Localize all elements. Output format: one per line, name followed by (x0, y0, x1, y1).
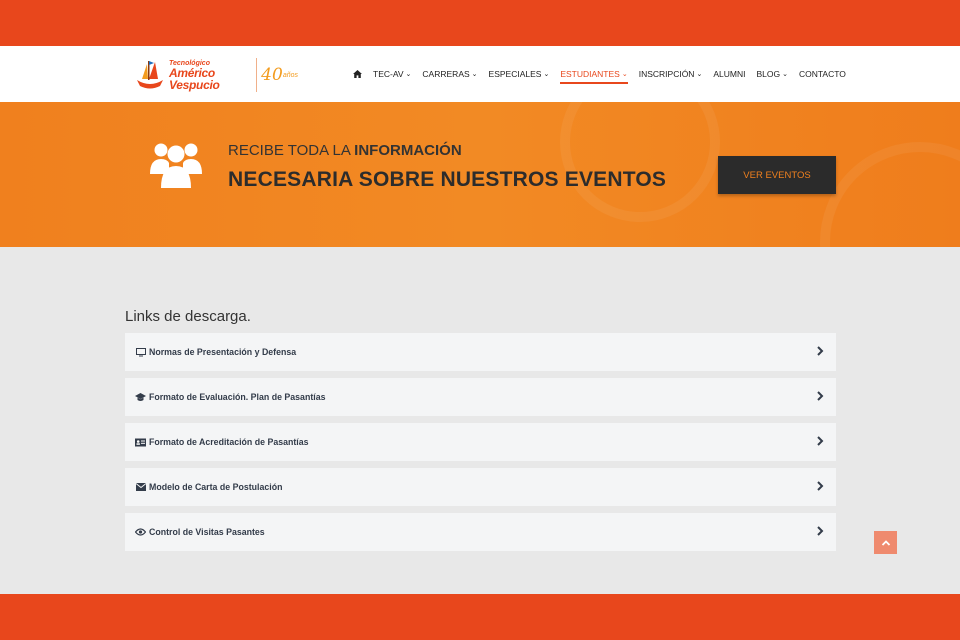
nav-item-label: CONTACTO (798, 69, 846, 79)
download-link-formato-evaluacion[interactable] (125, 378, 836, 416)
site-logo[interactable] (133, 54, 298, 96)
eye-icon (135, 527, 146, 538)
nav-item-estudiantes[interactable] (560, 64, 627, 84)
nav-item-label: BLOG (756, 69, 781, 79)
download-link-formato-acreditacion[interactable] (125, 423, 836, 461)
graduation-cap-icon (135, 392, 146, 403)
banner-decoration (820, 142, 960, 247)
envelope-icon (135, 482, 146, 493)
nav-item-alumni[interactable] (713, 64, 745, 84)
nav-item-contacto[interactable] (799, 64, 846, 84)
nav-item-tec-av[interactable] (373, 64, 411, 84)
chevron-up-icon (881, 539, 891, 547)
users-icon (148, 136, 204, 192)
ver-eventos-button[interactable]: VER EVENTOS (718, 156, 836, 194)
chevron-right-icon (814, 345, 826, 357)
top-bar (0, 0, 960, 46)
id-card-icon (135, 437, 146, 448)
logo-years: 40 (261, 65, 283, 85)
logo-years-label: años (282, 71, 298, 79)
nav-item-blog[interactable] (756, 64, 788, 84)
chevron-down-icon: ⌄ (696, 71, 703, 78)
download-link-label: Formato de Acreditación de Pasantías (149, 437, 309, 447)
nav-item-label: ALUMNI (713, 69, 746, 79)
download-link-label: Control de Visitas Pasantes (149, 527, 265, 537)
banner-subtitle-bold: INFORMACIÓN (354, 142, 462, 159)
nav-item-label: INSCRIPCIÓN (638, 69, 695, 79)
nav-home[interactable] (353, 64, 362, 84)
events-banner (0, 102, 960, 247)
footer-bar (0, 594, 960, 640)
chevron-right-icon (814, 480, 826, 492)
banner-subtitle (228, 142, 462, 159)
download-links-list (125, 333, 836, 558)
nav-item-label: CARRERAS (422, 69, 470, 79)
chevron-down-icon: ⌄ (621, 71, 628, 78)
download-link-label: Normas de Presentación y Defensa (149, 347, 297, 357)
nav-item-label: ESTUDIANTES (560, 69, 620, 79)
chevron-right-icon (814, 525, 826, 537)
download-link-control-visitas[interactable] (125, 513, 836, 551)
section-title: Links de descarga. (125, 308, 251, 325)
banner-title: NECESARIA SOBRE NUESTROS EVENTOS (228, 168, 667, 191)
download-link-label: Modelo de Carta de Postulación (149, 482, 283, 492)
download-link-label: Formato de Evaluación. Plan de Pasantías (149, 392, 326, 402)
monitor-icon (135, 347, 146, 358)
ship-logo-icon (133, 58, 167, 92)
chevron-down-icon: ⌄ (782, 71, 788, 78)
chevron-down-icon: ⌄ (543, 71, 550, 78)
chevron-right-icon (814, 390, 826, 402)
download-link-normas[interactable] (125, 333, 836, 371)
site-header (0, 46, 960, 102)
chevron-right-icon (814, 435, 826, 447)
nav-item-label: TEC-AV (373, 69, 404, 79)
nav-item-inscripcion[interactable] (639, 64, 703, 84)
chevron-down-icon: ⌄ (471, 71, 478, 78)
nav-item-label: ESPECIALES (488, 69, 542, 79)
nav-item-especiales[interactable] (489, 64, 550, 84)
nav-item-carreras[interactable] (422, 64, 477, 84)
chevron-down-icon: ⌄ (405, 71, 412, 78)
home-icon (353, 70, 362, 78)
logo-name: Américo Vespucio (169, 65, 220, 92)
main-nav (353, 46, 857, 102)
banner-subtitle-text: RECIBE TODA LA (228, 142, 355, 159)
logo-tagline: Tecnológico (169, 59, 210, 67)
scroll-to-top-button[interactable] (874, 531, 897, 554)
download-link-carta-postulacion[interactable] (125, 468, 836, 506)
logo-divider (256, 58, 257, 92)
banner-decoration (560, 102, 720, 222)
